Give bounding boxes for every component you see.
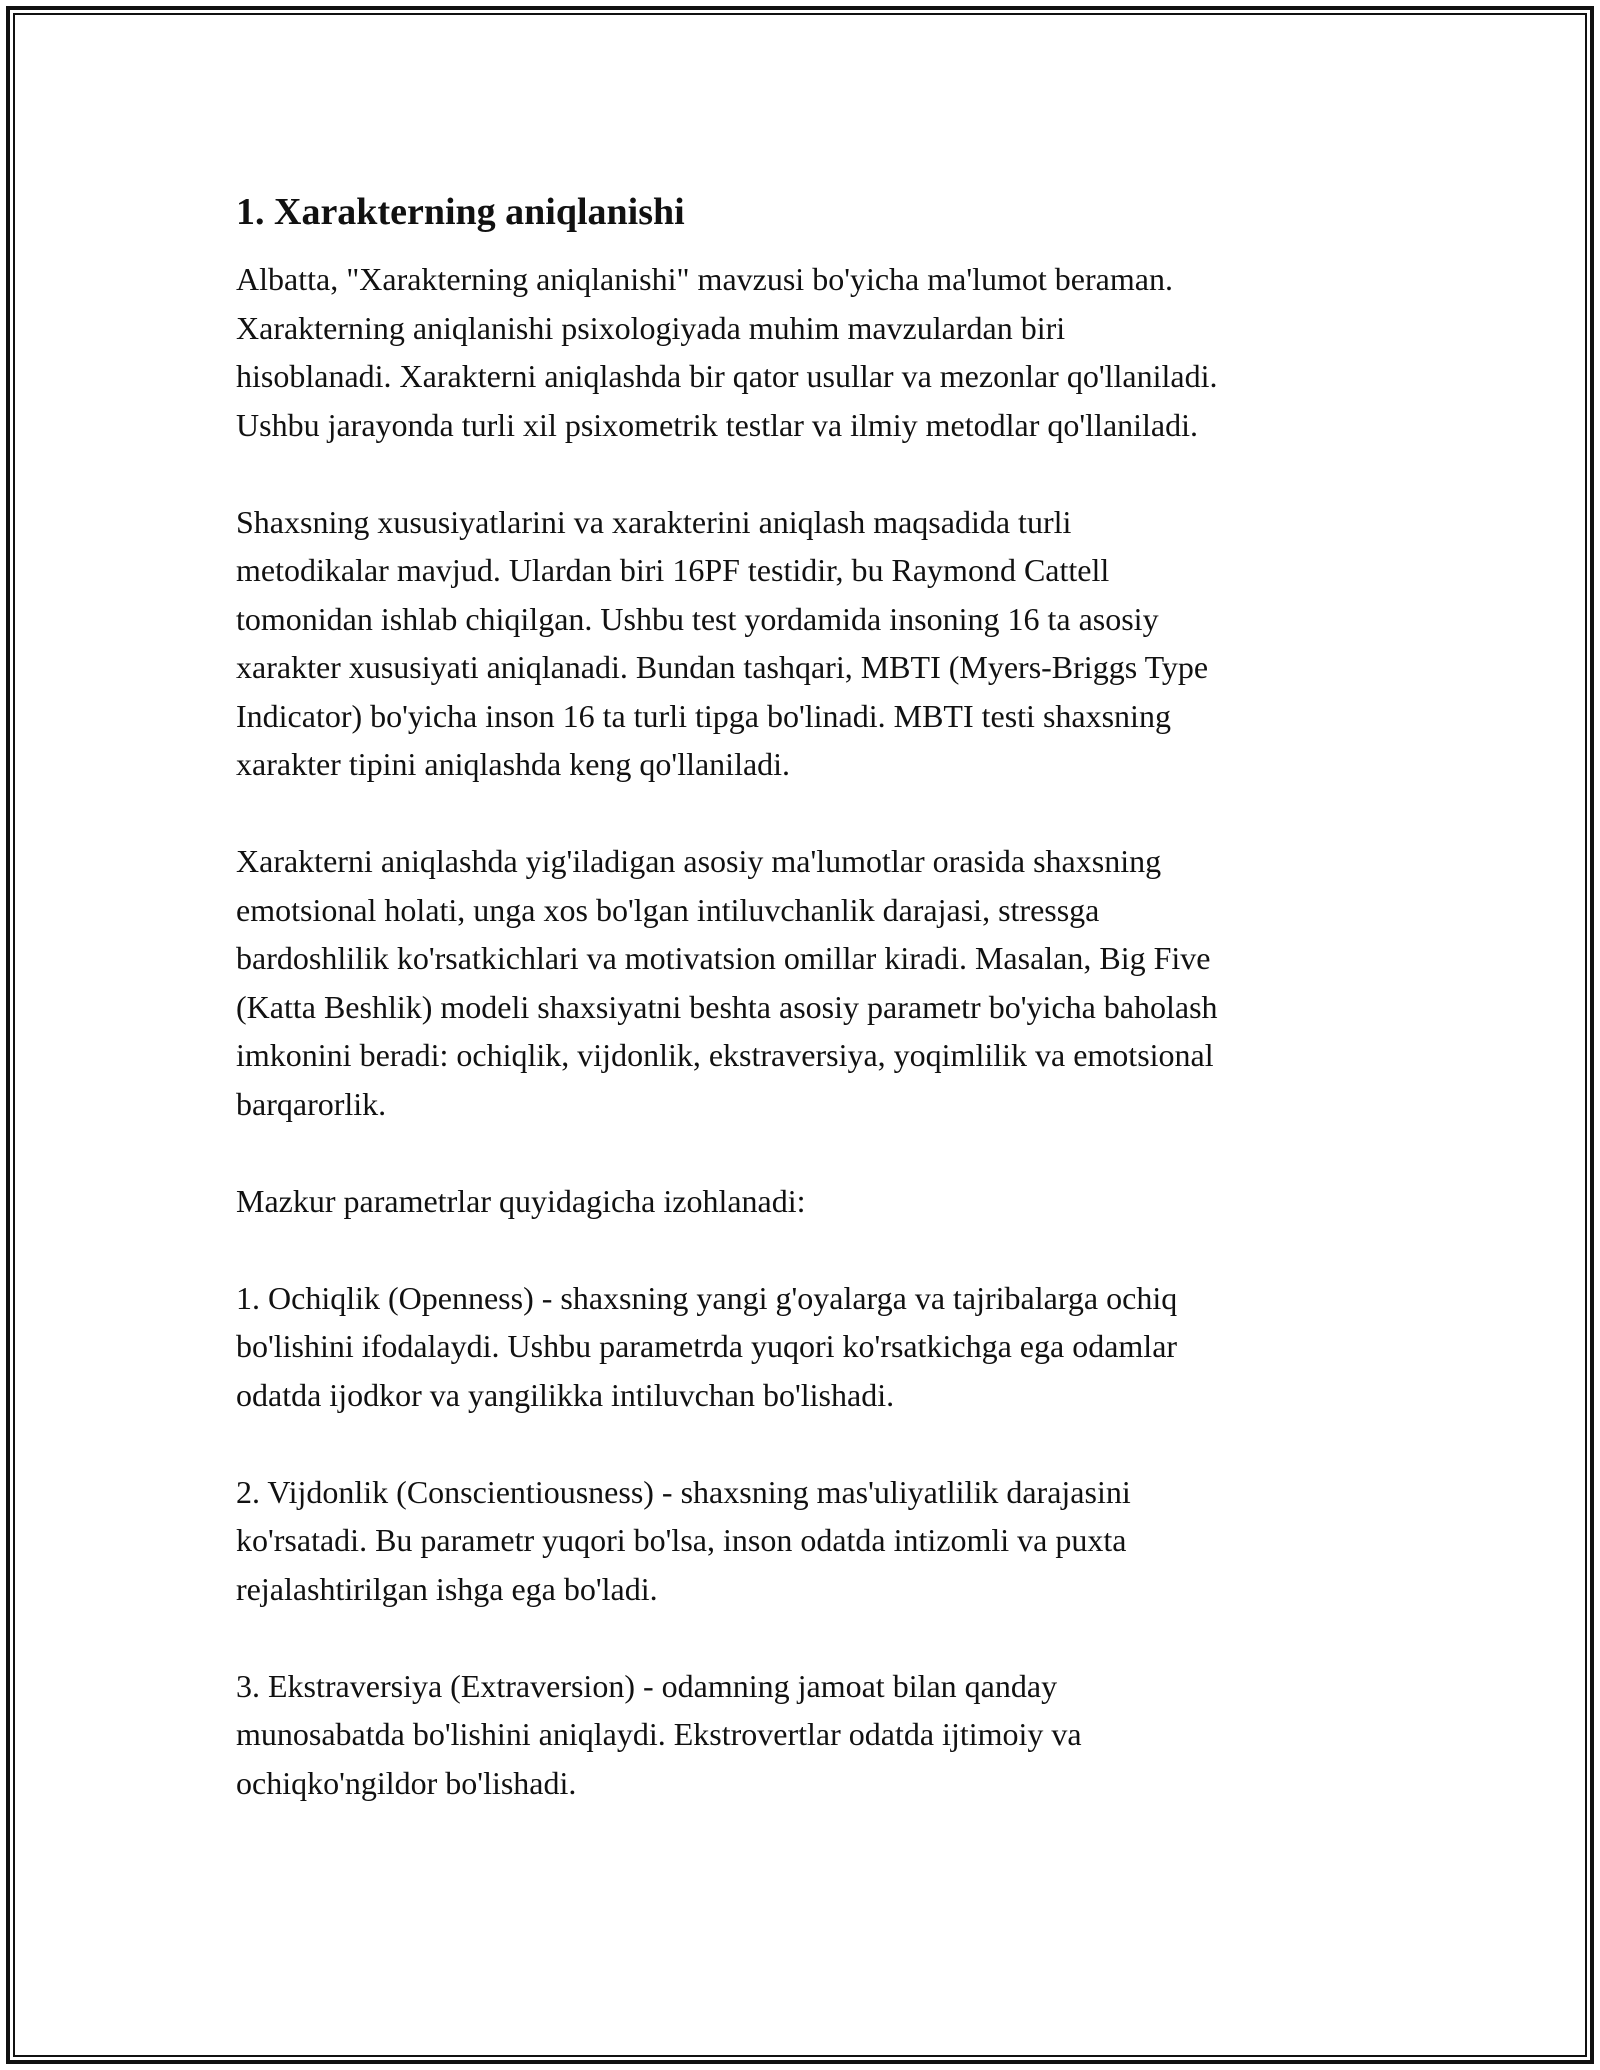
- paragraph-methods: [236, 498, 1386, 789]
- text-line: ochiqko'ngildor bo'lishadi.: [236, 1764, 577, 1801]
- text-line: Xarakterning aniqlanishi psixologiyada muhim mavzulardan biri: [236, 309, 1066, 346]
- text-line: (Katta Beshlik) modeli shaxsiyatni beshta asosiy parametr bo'yicha baholash: [236, 988, 1218, 1025]
- text-line: Shaxsning xususiyatlarini va xarakterini aniqlash maqsadida turli: [236, 503, 1072, 540]
- text-line: bo'lishini ifodalaydi. Ushbu parametrda yuqori ko'rsatkichga ega odamlar: [236, 1328, 1178, 1364]
- paragraph-parameters-intro: [236, 1177, 1386, 1226]
- list-item-conscientiousness: [236, 1468, 1386, 1614]
- text-line: barqarorlik.: [236, 1085, 387, 1122]
- text-line: 2. Vijdonlik (Conscientiousness) - shaxsning mas'uliyatlilik darajasini: [236, 1473, 1131, 1510]
- text-line: Albatta, "Xarakterning aniqlanishi" mavzusi bo'yicha ma'lumot beraman.: [236, 261, 1173, 297]
- document-title: 1. Xarakterning aniqlanishi: [236, 191, 685, 233]
- text-line: metodikalar mavjud. Ulardan biri 16PF testidir, bu Raymond Cattell: [236, 552, 1110, 588]
- text-line: imkonini beradi: ochiqlik, vijdonlik, ekstraversiya, yoqimlilik va emotsional: [236, 1037, 1214, 1073]
- text-line: munosabatda bo'lishini aniqlaydi. Ekstrovertlar odatda ijtimoiy va: [236, 1716, 1082, 1752]
- text-line: Mazkur parametrlar quyidagicha izohlanadi:: [236, 1182, 806, 1219]
- text-line: tomonidan ishlab chiqilgan. Ushbu test yordamida insoning 16 ta asosiy: [236, 600, 1159, 637]
- text-line: 3. Ekstraversiya (Extraversion) - odamning jamoat bilan qanday: [236, 1667, 1058, 1704]
- paragraph-intro: [236, 255, 1386, 449]
- text-line: Indicator) bo'yicha inson 16 ta turli tipga bo'linadi. MBTI testi shaxsning: [236, 697, 1171, 734]
- paragraph-big-five: [236, 837, 1386, 1128]
- document-body: [236, 183, 1386, 1856]
- text-line: xarakter xususiyati aniqlanadi. Bundan tashqari, MBTI (Myers-Briggs Type: [236, 649, 1209, 685]
- list-item-extraversion: [236, 1662, 1386, 1808]
- text-line: 1. Ochiqlik (Openness) - shaxsning yangi g'oyalarga va tajribalarga ochiq: [236, 1279, 1178, 1316]
- text-line: emotsional holati, unga xos bo'lgan intiluvchanlik darajasi, stressga: [236, 891, 1100, 928]
- list-item-openness: [236, 1274, 1386, 1420]
- text-line: rejalashtirilgan ishga ega bo'ladi.: [236, 1570, 658, 1607]
- text-line: odatda ijodkor va yangilikka intiluvchan bo'lishadi.: [236, 1376, 895, 1413]
- text-line: xarakter tipini aniqlashda keng qo'llaniladi.: [236, 746, 791, 782]
- text-line: bardoshlilik ko'rsatkichlari va motivatsion omillar kiradi. Masalan, Big Five: [236, 940, 1211, 976]
- text-line: Ushbu jarayonda turli xil psixometrik testlar va ilmiy metodlar qo'llaniladi.: [236, 406, 1199, 443]
- text-line: hisoblanadi. Xarakterni aniqlashda bir qator usullar va mezonlar qo'llaniladi.: [236, 358, 1218, 394]
- text-line: ko'rsatadi. Bu parametr yuqori bo'lsa, inson odatda intizomli va puxta: [236, 1522, 1127, 1558]
- text-line: Xarakterni aniqlashda yig'iladigan asosiy ma'lumotlar orasida shaxsning: [236, 843, 1162, 879]
